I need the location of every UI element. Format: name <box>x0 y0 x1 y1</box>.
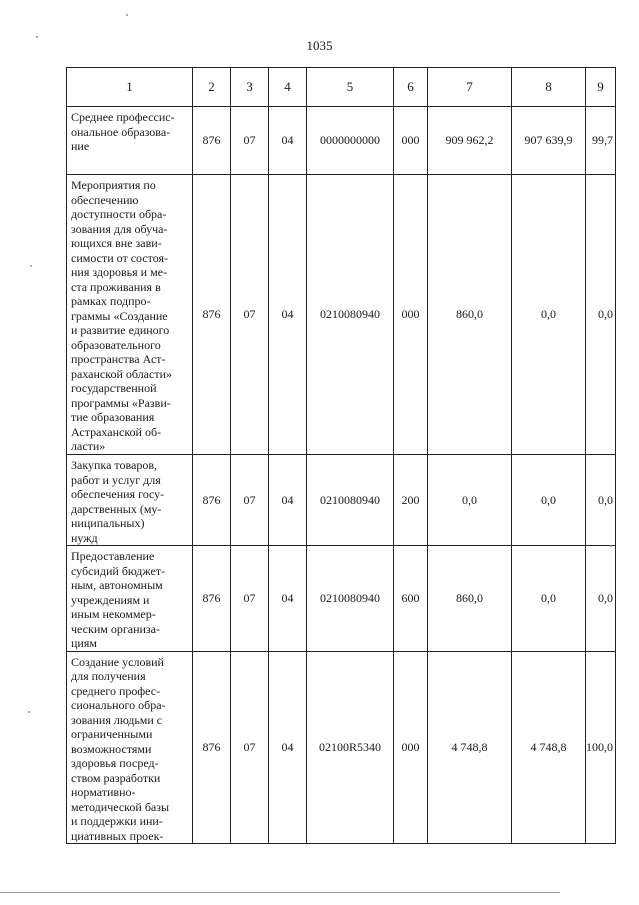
cell-expense-type: 000 <box>394 107 428 175</box>
cell-expense-type: 000 <box>394 651 428 844</box>
page-number: 1035 <box>306 38 333 53</box>
description-line: циям <box>71 636 97 650</box>
description-line: нормативно- <box>71 785 136 799</box>
description-line: возможностями <box>71 741 152 756</box>
cell-subsection: 04 <box>269 546 307 652</box>
description-line: ющихся вне зави- <box>71 236 162 250</box>
scan-speck <box>610 545 612 547</box>
row-description <box>67 546 193 652</box>
description-line: пространства Аст- <box>71 352 166 366</box>
description-line: доступности обра- <box>71 207 167 221</box>
cell-planned-amount: 909 962,2 <box>428 107 512 175</box>
description-line: субсидий бюджет- <box>71 563 166 578</box>
description-line: обеспечению <box>71 192 139 207</box>
table-row <box>67 455 616 546</box>
header-cell: 7 <box>428 68 512 107</box>
cell-section: 07 <box>231 107 269 175</box>
description-line: Создание условий <box>71 654 164 669</box>
row-description <box>67 651 193 844</box>
cell-ministry-code: 876 <box>193 455 231 546</box>
description-line: ласти» <box>71 439 106 453</box>
cell-actual-amount: 4 748,8 <box>512 651 586 844</box>
cell-ministry-code: 876 <box>193 651 231 844</box>
cell-target-article: 0210080940 <box>307 455 394 546</box>
description-line: ональное образова- <box>71 124 171 139</box>
scan-speck <box>126 14 128 16</box>
table-row <box>67 546 616 652</box>
description-line: иным некоммер- <box>71 607 156 621</box>
table-row <box>67 651 616 844</box>
description-line: Закупка товаров, <box>71 458 157 472</box>
description-line: дарственных (му- <box>71 501 162 516</box>
cell-percent: 0,0 <box>586 455 616 546</box>
description-line: раханской области» <box>71 366 172 381</box>
scan-edge-line <box>0 892 560 893</box>
cell-planned-amount: 0,0 <box>428 455 512 546</box>
description-line: образовательного <box>71 337 161 352</box>
description-line: программы «Разви- <box>71 395 171 410</box>
cell-subsection: 04 <box>269 107 307 175</box>
description-line: зования для обуча- <box>71 221 168 236</box>
description-line: Астраханской об- <box>71 424 162 439</box>
description-line: ным, автономным <box>71 578 163 592</box>
header-cell: 2 <box>193 68 231 107</box>
cell-ministry-code: 876 <box>193 107 231 175</box>
cell-ministry-code: 876 <box>193 546 231 652</box>
cell-planned-amount: 860,0 <box>428 175 512 455</box>
description-line: и развитие единого <box>71 323 170 337</box>
cell-target-article: 02100R5340 <box>307 651 394 844</box>
header-cell: 5 <box>307 68 394 107</box>
header-cell: 1 <box>67 68 193 107</box>
description-line: ния здоровья и ме- <box>71 265 167 279</box>
cell-section: 07 <box>231 546 269 652</box>
cell-subsection: 04 <box>269 455 307 546</box>
description-line: ста проживания в <box>71 279 161 294</box>
description-line: для получения <box>71 669 146 683</box>
cell-actual-amount: 0,0 <box>512 546 586 652</box>
description-line: Среднее профессис- <box>71 110 175 124</box>
header-cell: 9 <box>586 68 616 107</box>
table-header-row <box>67 68 616 107</box>
description-line: государственной <box>71 381 157 395</box>
header-cell: 8 <box>512 68 586 107</box>
cell-subsection: 04 <box>269 175 307 455</box>
description-line: циативных проек- <box>71 828 164 843</box>
cell-actual-amount: 907 639,9 <box>512 107 586 175</box>
description-line: работ и услуг для <box>71 472 161 487</box>
table-row <box>67 107 616 175</box>
cell-target-article: 0210080940 <box>307 175 394 455</box>
cell-percent: 0,0 <box>586 546 616 652</box>
description-line: и поддержки ини- <box>71 814 163 828</box>
cell-actual-amount: 0,0 <box>512 175 586 455</box>
cell-percent: 0,0 <box>586 175 616 455</box>
header-cell: 3 <box>231 68 269 107</box>
cell-section: 07 <box>231 455 269 546</box>
description-line: ческим организа- <box>71 621 160 636</box>
cell-subsection: 04 <box>269 651 307 844</box>
cell-target-article: 0000000000 <box>307 107 394 175</box>
row-description <box>67 175 193 455</box>
description-line: здоровья посред- <box>71 756 159 770</box>
description-line: обеспечения госу- <box>71 487 165 501</box>
cell-planned-amount: 4 748,8 <box>428 651 512 844</box>
cell-percent: 100,0 <box>586 651 616 844</box>
header-cell: 6 <box>394 68 428 107</box>
cell-ministry-code: 876 <box>193 175 231 455</box>
header-cell: 4 <box>269 68 307 107</box>
scan-speck <box>28 711 30 713</box>
description-line: ограниченными <box>71 727 153 741</box>
scan-speck <box>36 36 38 38</box>
cell-section: 07 <box>231 175 269 455</box>
description-line: Предоставление <box>71 549 155 563</box>
description-line: ние <box>71 139 90 153</box>
description-line: Мероприятия по <box>71 178 156 192</box>
row-description <box>67 455 193 546</box>
description-line: нужд <box>71 530 98 545</box>
cell-expense-type: 000 <box>394 175 428 455</box>
description-line: методической базы <box>71 799 170 814</box>
description-line: ниципальных) <box>71 516 145 530</box>
cell-actual-amount: 0,0 <box>512 455 586 546</box>
cell-expense-type: 200 <box>394 455 428 546</box>
description-line: учреждениям и <box>71 592 150 607</box>
cell-section: 07 <box>231 651 269 844</box>
table-row <box>67 175 616 455</box>
description-line: сионального обра- <box>71 698 166 712</box>
budget-table <box>66 67 616 844</box>
description-line: среднего профес- <box>71 683 161 698</box>
description-line: граммы «Создание <box>71 308 168 323</box>
description-line: тие образования <box>71 410 155 424</box>
row-description <box>67 107 193 175</box>
description-line: симости от состоя- <box>71 250 169 265</box>
description-line: зования людьми с <box>71 712 163 727</box>
description-line: ством разработки <box>71 770 161 785</box>
scan-speck <box>30 265 32 267</box>
description-line: рамках подпро- <box>71 294 151 308</box>
cell-expense-type: 600 <box>394 546 428 652</box>
cell-target-article: 0210080940 <box>307 546 394 652</box>
cell-planned-amount: 860,0 <box>428 546 512 652</box>
cell-percent: 99,7 <box>586 107 616 175</box>
